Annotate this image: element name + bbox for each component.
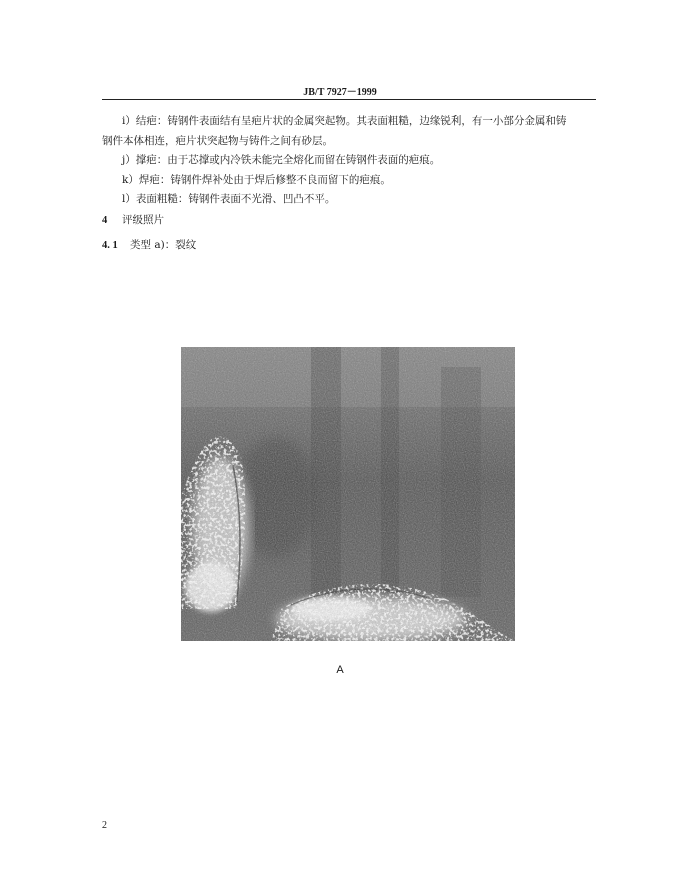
section-number: 4 — [102, 215, 108, 226]
subsection-title: 类型 a)：裂纹 — [130, 239, 197, 251]
page-number: 2 — [102, 820, 107, 831]
section-heading — [102, 212, 164, 229]
subsection-number: 4. 1 — [102, 240, 118, 251]
section-title: 评级照片 — [122, 214, 164, 226]
header-rule — [102, 99, 596, 100]
standard-number: JB/T 7927－1999 — [303, 87, 377, 98]
photo-texture — [181, 347, 515, 641]
definition-l: l）表面粗糙：铸钢件表面不光滑、凹凸不平。 — [122, 193, 336, 205]
definition-j: j）撑疤：由于芯撑或内冷铁未能完全熔化而留在铸钢件表面的疤痕。 — [122, 154, 441, 166]
definition-k: k）焊疤：铸钢件焊补处由于焊后修整不良而留下的疤痕。 — [122, 174, 391, 186]
definition-i-line-1: i）结疤：铸钢件表面结有呈疤片状的金属突起物。其表面粗糙，边缘锐利，有一小部分金属和铸 — [122, 115, 567, 127]
definition-i — [102, 111, 598, 151]
figure-caption: A — [336, 664, 344, 676]
subsection-heading — [102, 237, 196, 254]
crack-rating-photo — [181, 347, 515, 641]
definition-i-line-2: 钢件本体相连，疤片状突起物与铸件之间有砂层。 — [102, 135, 333, 147]
